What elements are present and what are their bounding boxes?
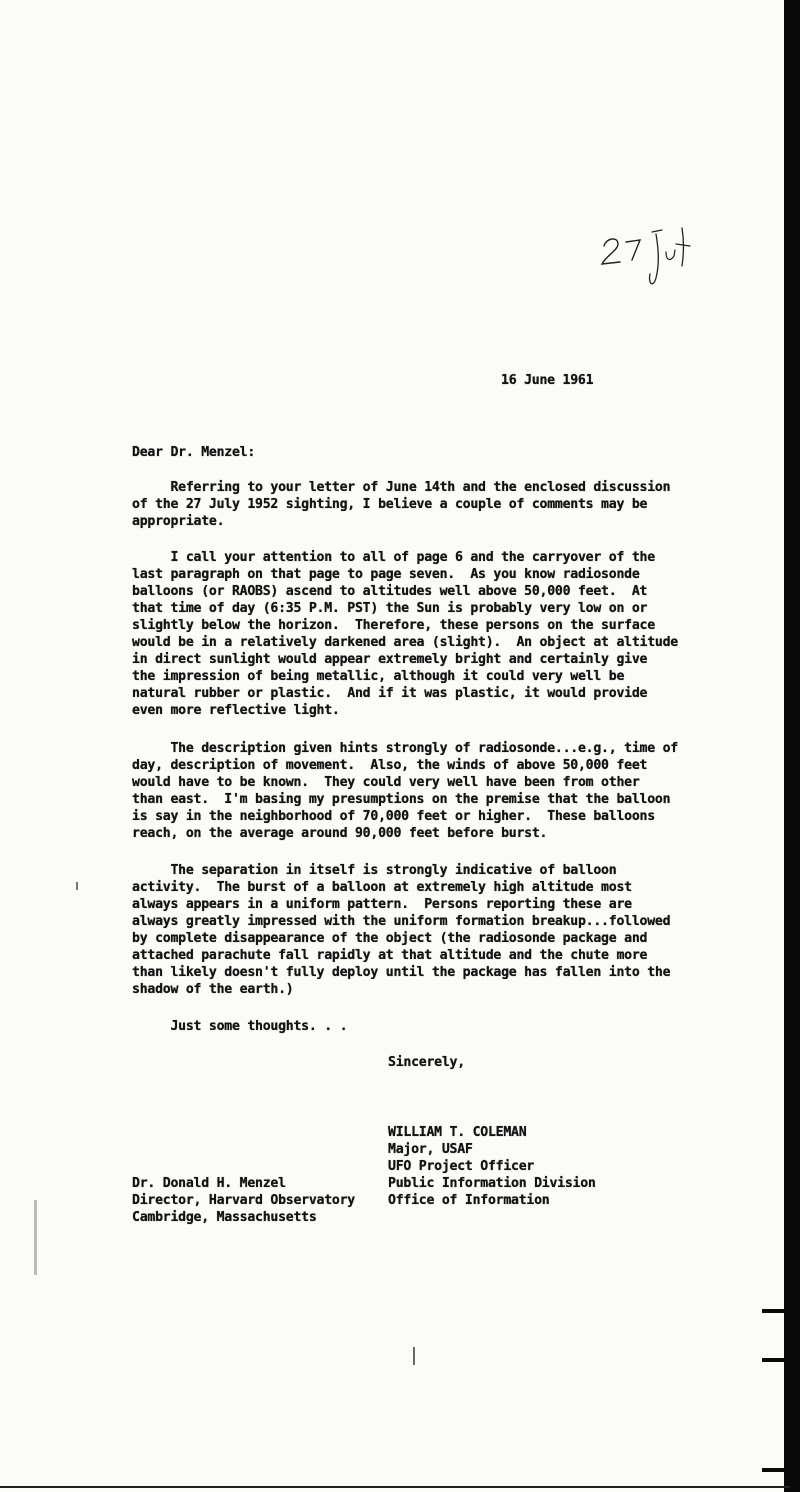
paragraph-line: of the 27 July 1952 sighting, I believe a couple of comments may be	[132, 497, 648, 512]
paragraph-line: shadow of the earth.)	[132, 982, 294, 997]
handwritten-annotation-drawing	[596, 222, 706, 292]
closing-thoughts: Just some thoughts. . .	[132, 1019, 348, 1034]
paragraph-line: the impression of being metallic, although it could very well be	[132, 669, 625, 684]
paragraph-line: balloons (or RAOBS) ascend to altitudes well above 50,000 feet. At	[132, 584, 648, 599]
paragraph-line: than likely doesn't fully deploy until the package has fallen into the	[132, 965, 671, 980]
handwritten-annotation	[596, 222, 706, 292]
signature-title: UFO Project Officer	[388, 1159, 535, 1174]
paragraph-line: would be in a relatively darkened area (slight). An object at altitude	[132, 635, 678, 650]
complimentary-close: Sincerely,	[388, 1055, 465, 1070]
paragraph-line: is say in the neighborhood of 70,000 feet or higher. These balloons	[132, 809, 655, 824]
scan-edge-mark	[34, 1200, 37, 1275]
paragraph-line: would have to be known. They could very well have been from other	[132, 775, 640, 790]
scan-bottom-edge	[0, 1486, 790, 1488]
letter-date: 16 June 1961	[501, 373, 594, 388]
scan-border-tick	[762, 1468, 786, 1472]
scan-speck	[76, 882, 78, 890]
signature-name: WILLIAM T. COLEMAN	[388, 1125, 527, 1140]
paragraph-line: natural rubber or plastic. And if it was plastic, it would provide	[132, 686, 648, 701]
scan-speck	[413, 1347, 415, 1365]
paragraph-line: always appears in a uniform pattern. Persons reporting these are	[132, 897, 632, 912]
paragraph-line: Referring to your letter of June 14th and the enclosed discussion	[132, 480, 671, 495]
paragraph-line: day, description of movement. Also, the winds of above 50,000 feet	[132, 758, 648, 773]
addressee-title: Director, Harvard Observatory	[132, 1193, 355, 1208]
scan-border-tick	[762, 1309, 786, 1313]
paragraph-line: The separation in itself is strongly indicative of balloon	[132, 863, 617, 878]
paragraph-line: I call your attention to all of page 6 and the carryover of the	[132, 550, 655, 565]
paragraph-line: The description given hints strongly of radiosonde...e.g., time of	[132, 741, 678, 756]
paragraph-line: activity. The burst of a balloon at extremely high altitude most	[132, 880, 632, 895]
signature-office: Office of Information	[388, 1193, 550, 1208]
addressee-location: Cambridge, Massachusetts	[132, 1210, 317, 1225]
addressee-name: Dr. Donald H. Menzel	[132, 1176, 286, 1191]
paragraph-line: even more reflective light.	[132, 703, 340, 718]
paragraph-line: appropriate.	[132, 514, 225, 529]
scan-border-tick	[762, 1358, 786, 1362]
paragraph-line: than east. I'm basing my presumptions on the premise that the balloon	[132, 792, 671, 807]
paragraph-line: that time of day (6:35 P.M. PST) the Sun is probably very low on or	[132, 601, 648, 616]
paragraph-line: slightly below the horizon. Therefore, these persons on the surface	[132, 618, 655, 633]
salutation: Dear Dr. Menzel:	[132, 445, 256, 460]
scan-right-border	[784, 0, 800, 1492]
signature-division: Public Information Division	[388, 1176, 596, 1191]
paragraph-line: in direct sunlight would appear extremely bright and certainly give	[132, 652, 648, 667]
paragraph-line: last paragraph on that page to page seven. As you know radiosonde	[132, 567, 640, 582]
paragraph-line: always greatly impressed with the uniform formation breakup...followed	[132, 914, 671, 929]
paragraph-line: attached parachute fall rapidly at that altitude and the chute more	[132, 948, 648, 963]
paragraph-line: reach, on the average around 90,000 feet before burst.	[132, 826, 548, 841]
paragraph-line: by complete disappearance of the object (the radiosonde package and	[132, 931, 648, 946]
signature-rank: Major, USAF	[388, 1142, 473, 1157]
